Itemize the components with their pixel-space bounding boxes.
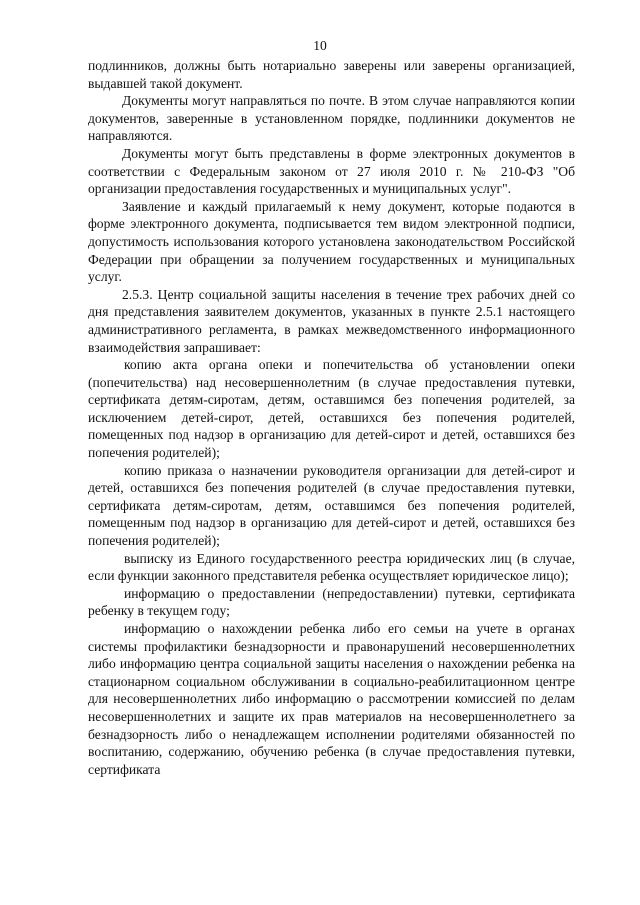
page-number: 10 <box>313 38 327 53</box>
paragraph-electronic-documents: Документы могут быть представлены в форме электронных документов в соответствии с Федеральным законом от 27 июля 2010 г. № 210-ФЗ "Об организации предоставления государственных и муниципальных услуг". <box>88 145 575 197</box>
paragraph-2-5-3: 2.5.3. Центр социальной защиты населения в течение трех рабочих дней со дня представления заявителем документов, указанных в пункте 2.5.1 настоящего административного регламента, в рамках межведомственного информационного взаимодействия запрашивает: <box>88 286 575 355</box>
list-item-legal-entities-register: выписку из Единого государственного реестра юридических лиц (в случае, если функции законного представителя ребенка осуществляет юридическое лицо); <box>88 550 575 584</box>
list-item-guardianship-act: копию акта органа опеки и попечительства об установлении опеки (попечительства) над несовершеннолетним (в случае предоставления путевки, сертификата детям-сиротам, детям, оставшимся без попечения родителей, за исключением детей-сирот, детей, оставшихся без попечения родителей, помещенных под надзор в организацию для детей-сирот и детей, оставшихся без попечения родителей); <box>88 357 575 461</box>
document-body <box>88 57 575 778</box>
list-item-voucher-information: информацию о предоставлении (непредоставлении) путевки, сертификата ребенку в текущем году; <box>88 585 575 619</box>
list-item-director-order: копию приказа о назначении руководителя организации для детей-сирот и детей, оставшихся без попечения родителей (в случае предоставления путевки, сертификата детям-сиротам, детям, оставшимся без попечения родителей, помещенным под надзор в организацию для детей-сирот и детей, оставшихся без попечения родителей); <box>88 462 575 549</box>
paragraph-continuation: подлинников, должны быть нотариально заверены или заверены организацией, выдавшей такой документ. <box>88 58 575 91</box>
paragraph-electronic-signature: Заявление и каждый прилагаемый к нему документ, которые подаются в форме электронного документа, подписывается тем видом электронной подписи, допустимость использования которого установлена законодательством Российской Федерации при обращении за получением государственных и муниципальных услуг. <box>88 198 575 285</box>
list-item-registration-information: информацию о нахождении ребенка либо его семьи на учете в органах системы профилактики безнадзорности и правонарушений несовершеннолетних либо информацию центра социальной защиты населения о нахождении ребенка на стационарном социальном обслуживании в социально-реабилитационном центре для несовершеннолетних либо информацию о рассмотрении комиссией по делам несовершеннолетних и защите их прав материалов на несовершеннолетнего за безнадзорность либо о ненадлежащем исполнении родителями обязанностей по воспитанию, содержанию, обучению ребенка (в случае предоставления путевки, сертификата <box>88 621 575 777</box>
paragraph-postal-documents: Документы могут направляться по почте. В этом случае направляются копии документов, заверенные в установленном порядке, подлинники документов не направляются. <box>88 93 575 144</box>
